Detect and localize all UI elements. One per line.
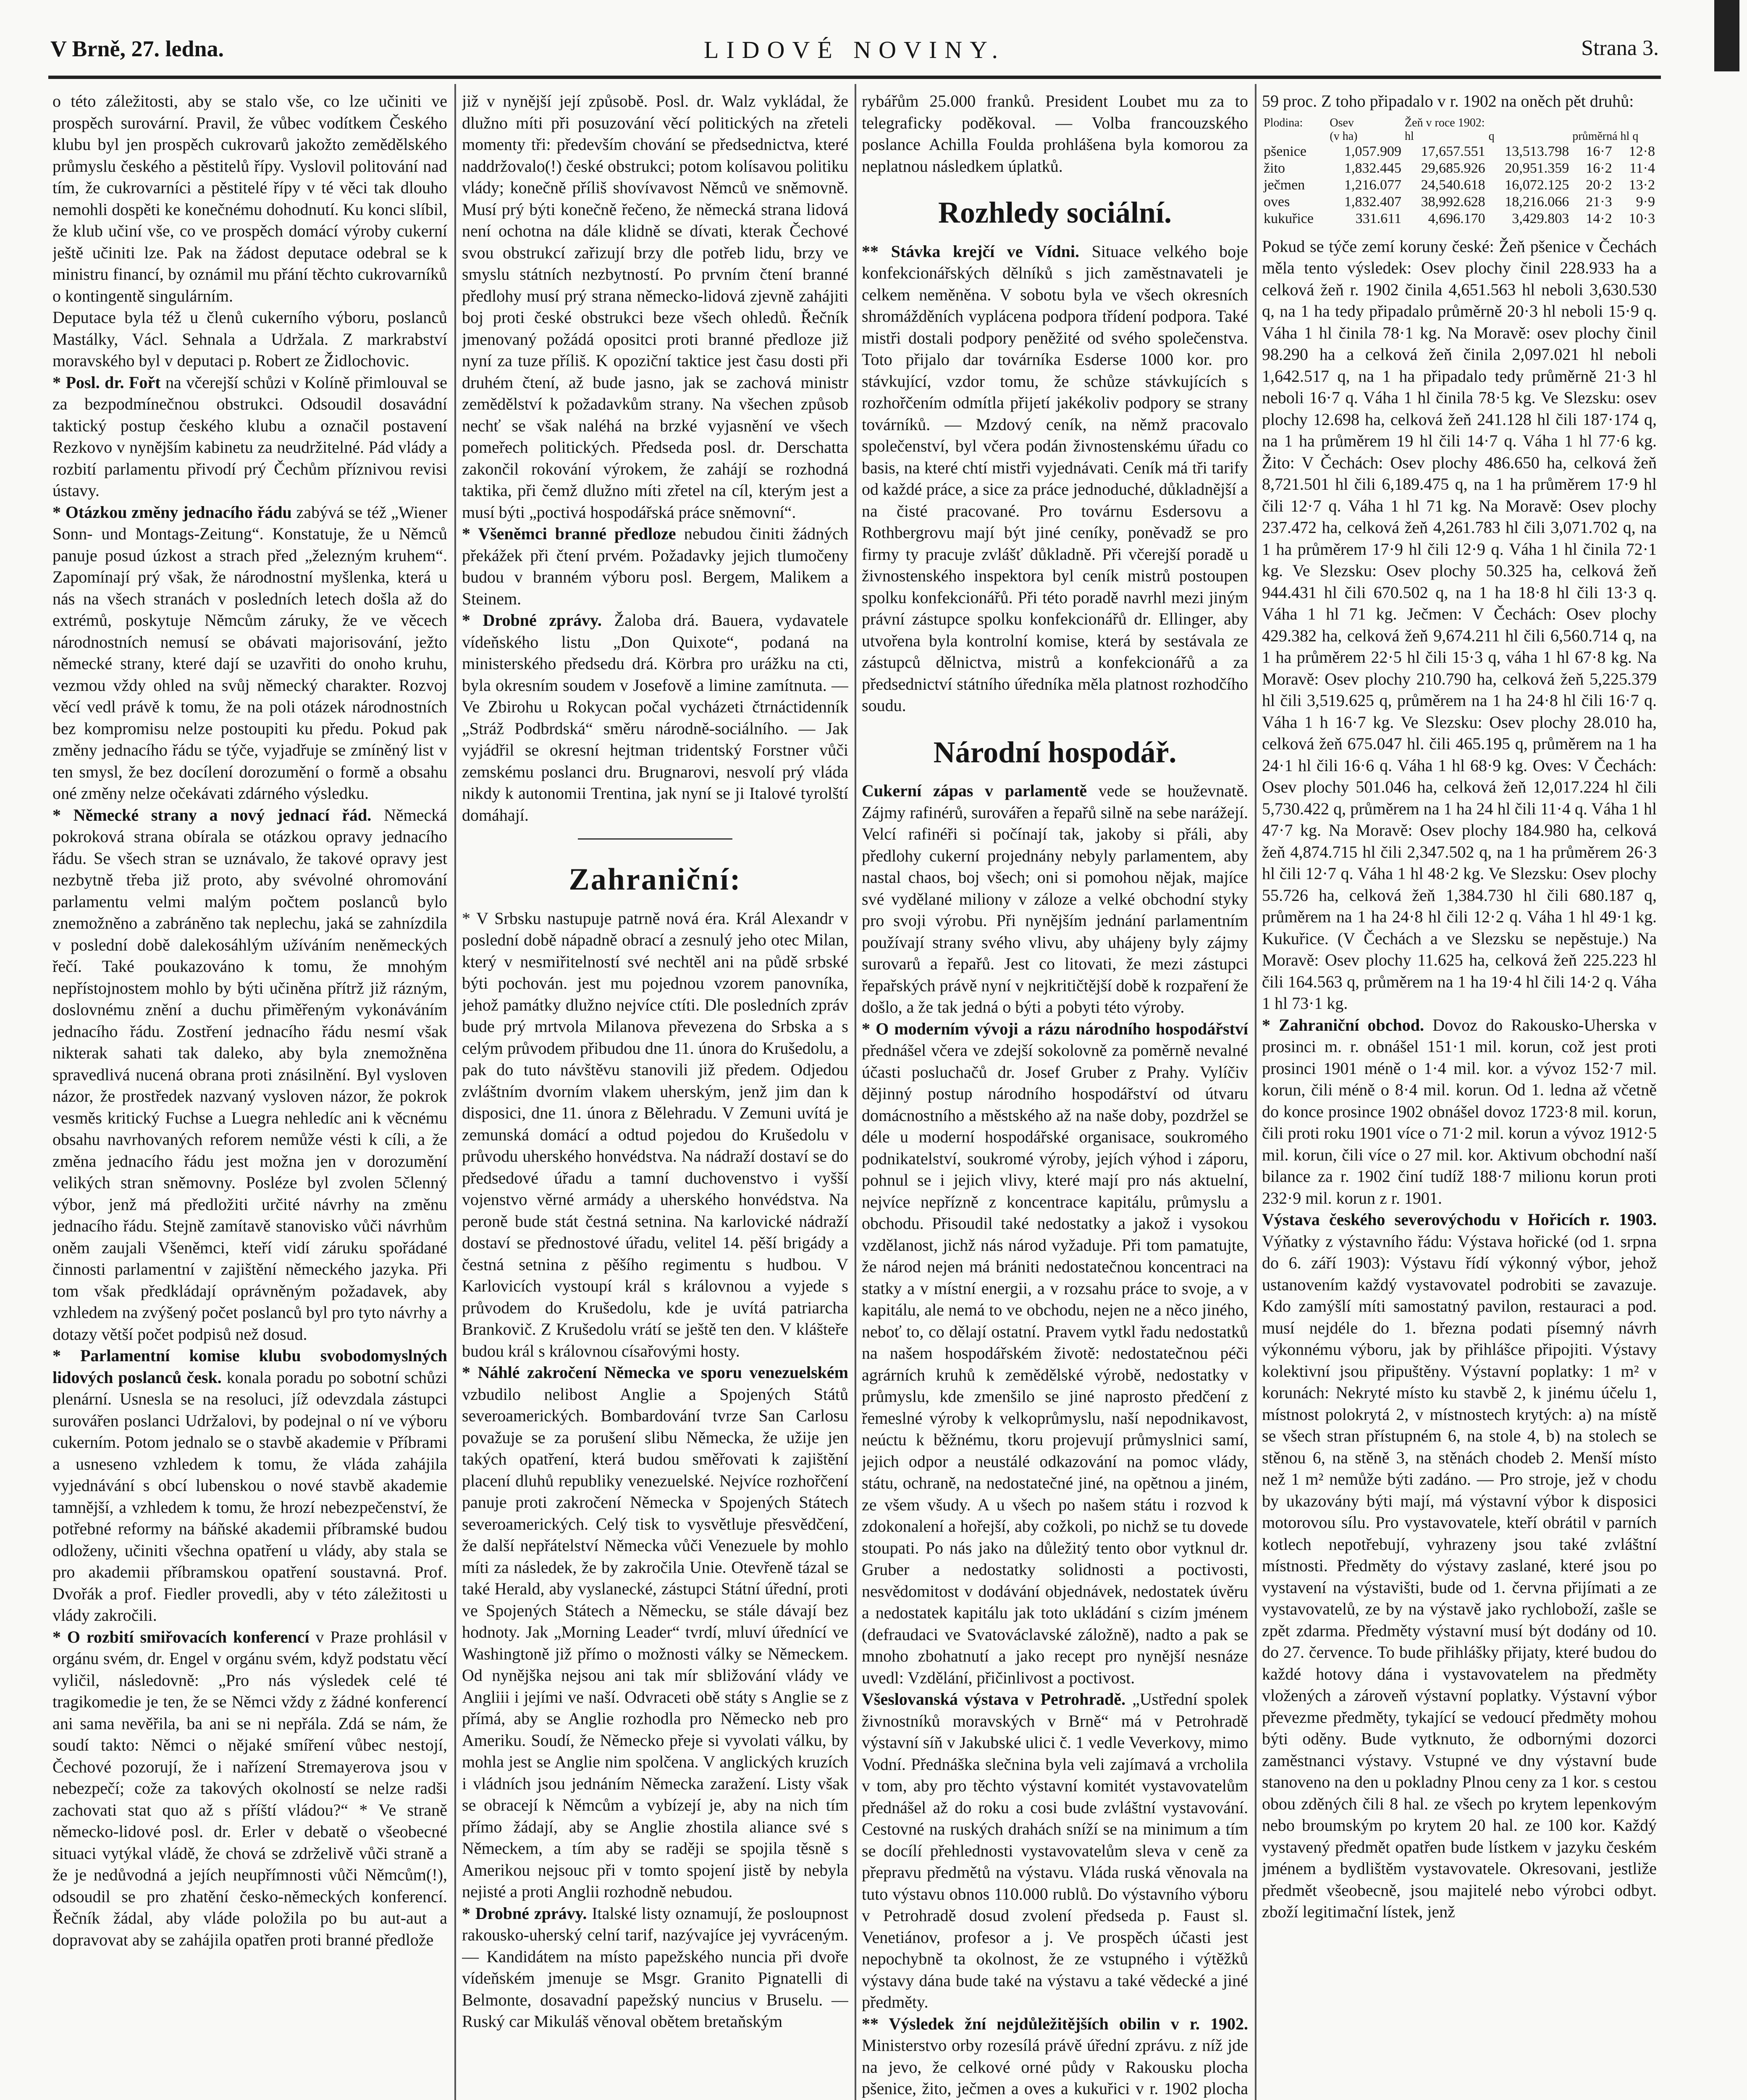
table-cell: kukuřice [1264, 210, 1314, 226]
harvest-table-body [1262, 143, 1657, 227]
table-cell: 24,540.618 [1421, 177, 1485, 193]
section-title-abroad: Zahraniční: [569, 862, 742, 897]
item-heading: ** Stávka krejčí ve Vídni. [862, 242, 1080, 261]
item-heading: * Zahraniční obchod. [1262, 1015, 1424, 1034]
table-cell: 10·3 [1629, 210, 1655, 226]
item-heading: * Německé strany a nový jednací řád. [52, 805, 372, 824]
item-heading: * Drobné zprávy. [462, 1903, 587, 1923]
item-heading: * Parlamentní komise klubu svobodomyslných lidových poslanců česk. [52, 1346, 447, 1387]
table-cell: 1,057.909 [1344, 143, 1401, 159]
table-cell: 3,429.803 [1512, 210, 1569, 226]
table-row [1262, 143, 1657, 160]
paragraph: * Drobné zprávy. Italské listy oznamují, že posloupnost rakousko-uherský celní tarif, nazývajíce jej vyvráceným. — Kandidátem na místo papežského nuncia při dvoře vídeňském jmenuje se Msgr. Granito Pignatelli di Belmonte, dosavadní papežský nuncius v Bruselu. — Ruský car Mikuláš věnoval obětem bretaňským [462, 1903, 848, 2031]
paragraph: * Otázkou změny jednacího řádu zabývá se též „Wiener Sonn- und Montags-Zeitung“. Konstatuje, že u Němců panuje posud úzkost a strach před „železným kruhem“. Zapomínají prý však, že národnostní myšlenka, která u nás na všech stranách v posledních letech došla až do extrémů, poskytuje Němcům záruky, že ve věcech národnostních nemusí se obávati majorisování, ježto německé strany, které dají se uzavřiti do onoho kruhu, vezmou vždy ohled na svůj německý charakter. Rozvoj věcí vedl právě k tomu, že na poli otázek národnostních bez kompromisu nelze postoupiti ku předu. Pokud pak změny jednacího řádu se týče, vyjadřuje se zmíněný list v ten smysl, že bez docílení dorozumění o formě a obsahu oné změny nelze očekávati zdárného výsledku. [52, 502, 447, 803]
table-cell: pšenice [1264, 143, 1306, 159]
section-title-social: Rozhledy sociální. [938, 196, 1172, 229]
table-cell: 331.611 [1355, 210, 1401, 226]
table-row [1262, 160, 1657, 177]
paragraph: * Drobné zprávy. Žaloba drá. Bauera, vydavatele vídeňského listu „Don Quixote“, podaná na ministerského předsedu drá. Körbra pro urážku na cti, byla okresním soudem v Josefově a limine zamítnuta. — Ve Zbirohu u Rokycan počal vycházeti čtrnáctidenník „Stráž Podbrdská“ směru národně-sociálního. — Jak vyjádřil se okresní hejtman tridentský Forstner vůči zemskému poslanci dru. Brugnarovi, nesvolí prý vláda nikdy k autonomii Trentina, jak nyní se ji Italové tyrolští domáhají. [462, 611, 848, 824]
table-cell: 1,832.445 [1344, 160, 1401, 176]
table-cell: 20·2 [1586, 177, 1612, 193]
column-divider [855, 84, 856, 2100]
column-divider [454, 84, 456, 2100]
paragraph: Výstava českého severovýchodu v Hořicích r. 1903. Výňatky z výstavního řádu: Výstava hořické (od 1. srpna do 6. září 1903): Výstavu řídí výkonný výbor, jehož ustanovením každý vystavovatel podrobiti se zavazuje. Kdo zamýšlí míti samostatný pavilon, restauraci a pod. musí nejdéle do 1. března podati písemný návrh výkonnému výboru, jak by přihlášce připojiti. Výstavy kolektivní jsou připuštěny. Výstavní poplatky: 1 m² v korunách: Nekryté místo ku stavbě 2, k jinému účelu 1, místnost polokrytá 2, v místnostech krytých: a) na místě se všech stran přístupném 6, na stole 4, b) na stolech se stěnou 6, na stěně 3, na stěnách chodeb 2. Menší místo než 1 m² nemůže býti zadáno. — Pro stroje, jež v chodu by ukazovány býti mají, má výstavní výbor k disposici motorovou sílu. Pro vystavovatele, kteří obrátil v parních kotlech nepotřebují, vyhrazeny jsou také zvláštní místnosti. Předměty do výstavy zaslané, které jsou po vystavení na výstavišti, bude od 1. června přijímati a ze vystavovatelů, ze by na výstavě jako rychloboží, zašle se zpět zdarma. Předměty výstavní musí být dodány od 10. do 27. července. To bude přihlášky přijaty, které budou do každé hotovy dána i vystavovatelem na předměty vložených a zároveň výstavní poplatky. Výstavní výbor převezme předměty, tykající se vedoucí předměty mohou býti oděny. Bude vytknuto, že odbornými dozorci zaměstnanci výstavy. Vstupné ve dny výstavní bude stanoveno na den u pokladny Plnou ceny za 1 kor. s cestou obou zděných čili 8 hal. ze všech po krytem lepenkovým nebo broumským po krytem 20 hal. ze 100 kor. Každý vystavený předmět opatřen bude lístkem v jazyku českém jménem a bydlištěm vystavovatele. Okresovani, jestliže předmět všeobecně, jsou majitelé nebo výrobci odbyt. zboží legitimační lístek, jenž [1262, 1210, 1657, 1921]
paragraph: Pokud se týče zemí koruny české: Žeň pšenice v Čechách měla tento výsledek: Osev plochy činil 228.933 ha a celková žeň r. 1902 činila 4,651.563 hl neboli 3,630.530 q, na 1 ha tedy připadalo průměrně 20·3 hl neboli 15·9 q. Váha 1 hl činila 78·1 kg. Na Moravě: osev plochy činil 98.290 ha a celková žeň činila 2,097.021 hl neboli 1,642.517 q, na 1 ha připadalo tedy průměrně 21·3 hl neboli 16·7 q. Váha 1 hl činila 78·5 kg. Ve Slezsku: osev plochy 12.698 ha, celková žeň 241.128 hl čili 187·174 q, na 1 ha průměrem 19 hl čili 14·7 q. Váha 1 hl 77·6 kg. Žito: V Čechách: Osev plochy 486.650 ha, celková žeň 8,721.501 hl čili 6,189.475 q, na 1 ha průměrem 17·9 hl čili 12·7 q. Váha 1 hl 71 kg. Na Moravě: Osev plochy 237.472 ha, celková žeň 4,261.783 hl čili 3,071.702 q, na 1 ha průměrem 17·9 hl čili 12·9 q. Váha 1 hl činila 72·1 kg. Ve Slezsku: Osev plochy 50.325 ha, celková žeň 944.431 hl čili 670.502 q, na 1 ha 18·8 hl čili 13·3 q. Váha 1 hl 71 kg. Ječmen: V Čechách: Osev plochy 429.382 ha, celková žeň 9,674.211 hl čili 6,560.714 q, na 1 ha průměrem 22·5 hl čili 15·3 q, váha 1 hl 67·8 kg. Na Moravě: Osev plochy 210.790 ha, celková žeň 5,225.379 hl čili 3,519.625 q, průměrem na 1 ha 24·8 hl čili 16·7 q. Váha 1 h 16·7 kg. Ve Slezsku: Osev plochy 28.010 ha, celková žeň 675.047 hl. čili 465.195 q, průměrem na 1 ha 24·1 hl čili 16·6 q. Váha 1 hl 68·9 kg. Oves: V Čechách: Osev plochy 501.046 ha, celková žeň 12,017.224 hl čili 5,730.422 q, průměrem na 1 ha 24 hl čili 11·4 q. Váha 1 hl 47·7 kg. Na Moravě: Osev plochy 184.980 ha, celková žeň 4,874.715 hl čili 2,347.502 q, na 1 ha průměrem 26·3 hl čili 12·7 q. Váha 1 hl 48·2 kg. Ve Slezsku: Osev plochy 55.726 ha, celková žeň 1,384.730 hl čili 680.187 q, průměrem na 1 ha 24·8 hl čili 12·2 q. Váha 1 hl 49·1 kg. Kukuřice. (V Čechách a ve Slezsku se nepěstuje.) Na Moravě: Osev plochy 11.625 ha, celková žeň 225.223 hl čili 164.563 q, průměrem na 1 ha 19·4 hl čili 14·2 q. Váha 1 hl 73·1 kg. [1262, 236, 1657, 1013]
item-heading: * Otázkou změny jednacího řádu [52, 502, 292, 522]
table-header [1262, 130, 1328, 143]
paragraph: * Náhlé zakročení Německa ve sporu venezuelském vzbudilo nelibost Anglie a Spojených Států severoamerických. Bombardování tvrze San Carlosu považuje se za porušení slibu Německa, že užije jen takých opatření, která budou směřovati k zajištění placení dluhů republiky venezuelské. Nejvíce rozhořčení panuje proti zakročení Německa v Spojených Státech severoamerických. Celý tisk to vysvětluje přesvědčení, že další nepřátelství Německa vůči Venezuele by mohlo míti za následek, že by zakročila Unie. Otevřeně tázal se také Herald, aby vyslanecké, zástupci Státní úřední, proti ve Spojených Státech a Německu, se stále dávají bez hodnoty. Jak „Morning Leader“ tvrdí, mluví úřednící ve Washingtoně již přímo o možnosti války se Německem. Od nynějška nejsou ani tak mír sbližování vlády ve Angliii i jejími ve naší. Odvraceti obě státy s Anglie se z přímá, aby se Anglie rozhodla pro Německo neb pro Ameriku. Soudí, že Německo přeje si vyvolati válku, by mohla jest se Anglie nim spolčena. V anglických kruzích i vládních jsou jednáním Německa zaražení. Listy však se obracejí k Němcům a vybízejí je, aby na nich tím přímo žádají, aby se Anglie zhostila aliance své s Německem, a tím aby se raději se spojila těsně s Amerikou nejsouc při v tomto spojení jistě by nebyla nejisté a proti Anglii rozhodně nebudou. [462, 1363, 848, 1901]
table-header: q [1488, 129, 1495, 143]
item-heading: * Posl. dr. Fořt [52, 373, 161, 392]
table-cell: 18,216.066 [1505, 194, 1569, 210]
table-cell: 13·2 [1629, 177, 1655, 193]
table-cell: 1,832.407 [1344, 194, 1401, 210]
column-3 [862, 90, 1248, 2100]
section-rule [578, 838, 732, 840]
paragraph: ** Výsledek žní nejdůležitějších obilin v r. 1902. Ministerstvo orby rozesílá právě úřední zprávu. z níž jde na jevo, že celkové orné půdy v Rakousku plocha pšenice, žito, ječmen a oves a kukuřici v r. 1902 plocha [862, 2014, 1248, 2098]
paragraph: * O moderním vývoji a rázu národního hospodářství přednášel včera ve zdejší sokolovně za poměrně nevalné účasti posluchačů dr. Josef Gruber z Prahy. Vylíčiv dějinný postup národního hospodářství od útvaru domácnostního a městského až na naše doby, pozdržel se déle u moderní hospodářské organisace, soukromého podnikatelství, soukromé výroby, jejích výhod i záporu, pohnul se i jejich vlivy, které mají pro nás aktuelní, nejvíce nepřízně z koncentrace kapitálu, průmyslu a obchodu. Přisoudil také nedostatky a jakož i vysokou vzdělanost, jichž nás národ vyžaduje. Při tom pamatujte, že národ nejen má brániti nedostatečnou koncentraci na statky a v místní energii, a v rozsahu práce to svoje, a v kapitálu, ale nemá to ve obchodu, nejen ne a něco jiného, neboť to, co dělají ostatní. Pravem vytkl řadu nedostatků na našem hospodářském životě: nedostatečnou péči agrárních kruhů k zemědělské výrobě, nedostatky v průmyslu, kde zmenšilo se jiné naprosto předčení z řemeslné výroby k velkoprůmyslu, naší nepodnikavost, neúctu k běžnému, tkoru projevují průmyslnici samí, jejich odpor a neustálé odkazování na pomoc vlády, státu, ochraně, na nedostatečné jiné, na opětnou a jiném, ze všem všudy. A u všech po našem státu i rozvod k zdokonalení a hořejší, aby cožkoli, po nichž se tu dovede stoupati. Po nás jako na důležitý tento obor vytknul dr. Gruber a nedostatky solidnosti a poctivosti, nesvědomitost v dodávání objednávek, nedostatek úvěru a nedostatek kapitálu jak toto ukládání s cizím jménem (defraudaci ve Svatováclavské záložně), nadto a pak se mnoho zbohatnutí a jako recept pro nynější nesnáze uvedl: Vzdělání, přičinlivost a poctivost. [862, 1019, 1248, 1687]
table-cell: 11·4 [1629, 160, 1655, 176]
column-4 [1262, 90, 1657, 2100]
paragraph: * Zahraniční obchod. Dovoz do Rakousko-Uherska v prosinci m. r. obnášel 151·1 mil. korun, což jest proti prosinci 1901 méně o 1·4 mil. kor. a vývoz 152·7 mil. korun, čili méně o 8·4 mil. korun. Od 1. ledna až včetně do konce prosince 1902 obnášel dovoz 1723·8 mil. korun, čili proti roku 1901 více o 71·2 mil. korun a vývoz 1912·5 mil. korun, čili více o 27 mil. kor. Aktivum obchodní naší bilance za r. 1902 činí tudíž 188·7 milionu korun proti 232·9 mil. korun z r. 1901. [1262, 1015, 1657, 1208]
table-header: hl [1404, 129, 1414, 143]
table-header: Žeň v roce 1902: [1404, 116, 1485, 129]
table-cell: 4,696.170 [1428, 210, 1485, 226]
column-divider [1255, 84, 1256, 2100]
table-cell: 14·2 [1586, 210, 1612, 226]
item-heading: * Drobné zprávy. [462, 611, 602, 630]
harvest-table [1262, 116, 1657, 227]
paragraph: * O rozbití smiřovacích konferencí v Praze prohlásil v orgánu svém, dr. Engel v orgánu svém, když podstatu věcí vyličil, následovně: „Pro nás výsledek celé té tragikomedie je ten, že se Němci vždy z žádné konferencí ani sama nevěřila, ba ani se ni nepřála. Zdá se nám, že soudí takto: Němci o nějaké smíření vůbec nestojí, Čechové pozorují, že i nařízení Stremayerova jsou v nebezpečí; cože za takových okolností se nelze radši zachovati stat quo až s příští vládou?“ * Ve straně německo-lidové posl. dr. Erler v debatě o všeobecné situaci vytýkal vládě, že chová se zdrželivě vůči straně a že je nedůvodná a jejích neupřímnosti vůči Němcům(!), odsoudil se pro zhatění česko-německých konferencí. Řečník žádal, aby vláde položila po bu aut-aut a dopravovat aby se zahájila opatřen proti branné předlože [52, 1627, 447, 1949]
table-row [1262, 210, 1657, 227]
table-cell: 20,951.359 [1505, 160, 1569, 176]
paragraph: Deputace byla též u členů cukerního výboru, poslanců Mastálky, Václ. Sehnala a Udržala. Z markrabství moravského byl v deputaci p. Robert ze Židlochovic. [52, 308, 447, 370]
paragraph: * Všeněmci branné předloze nebudou činiti žádných překážek při čtení prvém. Požadavky jejich tlumočeny budou v branném výboru posl. Bergem, Malikem a Steinem. [462, 524, 848, 608]
paragraph: Cukerní zápas v parlamentě vede se houževnatě. Zájmy rafinérů, surovářen a řepařů silně na sebe narážejí. Velcí rafinéři si počínají tak, jakoby si přáli, aby předlohy cukerní projednány nebyly parlamentem, aby nastal chaos, boj všech; oni si pomohou nějak, majíce své vydělané miliony v záloze a velké obchodní styky pro svoji výrobu. Při nynějším jednání parlamentním používají strany svého vlivu, aby uhájeny byly zájmy surovarů a řepařů. Jest co litovati, že mezi zástupci řepařských právě nyní v nejkritičtější době k rozpaření že došlo, a že tak jedná o býti a pobyti této výroby. [862, 781, 1248, 1016]
section-title-economy: Národní hospodář. [933, 735, 1177, 769]
paragraph: Všeslovanská výstava v Petrohradě. „Ustřední spolek živnostníků moravských v Brně“ má v Petrohradě výstavní síň v Jakubské ulici č. 1 vedle Veverkovy, mimo Vodní. Přednáška slečnina byla veli zajímavá a vrcholila v tom, aby pro těchto výstavní komitét vystavovatelům přednášel až do roku a cosi bude zvláštní vystavování. Cestovné na ruských drahách sníží se na minimum a tím se docílí přehlednosti vystavovatelům sleva v ceně za přepravu předmětů na výstavu. Vláda ruská věnovala na tuto výstavu obnos 110.000 rublů. Do výstavního výboru v Petrohradě dosud zvolení předseda p. Faust sl. Venetiánov, profesor a j. Ve prospěch účasti jest nepochybně ta okolnost, že ze vstupného i výtěžků výstavy dána bude také na výstavu a také vědecké a jiné předměty. [862, 1690, 1248, 2011]
table-row [1262, 194, 1657, 210]
column-2 [462, 90, 848, 2100]
table-cell: 12·8 [1629, 143, 1655, 159]
table-cell: 9·9 [1636, 194, 1655, 210]
table-header-row [1262, 116, 1657, 130]
item-heading: * Všeněmci branné předloze [462, 524, 676, 543]
paragraph: * Německé strany a nový jednací řád. Německá pokroková strana obírala se otázkou opravy jednacího řádu. Se všech stran se uznávalo, že takové opravy jest nezbytně třeba již proto, aby svévolné ohromování parlamentu velmi malým počtem poslanců bylo znemožněno a zabráněno tak neplechu, jaká se zahnízdila v poslední době dalekosáhlým užíváním neněmeckých řečí. Také poukazováno k tomu, že mnohým nepřístojnostem mohlo by býti učiněna přítrž již rázným, doslovnému znění a duchu přiměřeným vykonáváním jednacího řádu. Zostření jednacího řádu nesmí však nikterak sahati tak daleko, aby byla znemožněna spravedlivá nucená obrana proti znásilnění. Byl vysloven názor, že prostředek nazvaný vysloven názor, že pokrok vesměs kritický Fuchse a Luegra nehledíc ani k věcnému obsahu navrhovaných reforem nemůže vésti k cíli, a že změna jednacího řádu jest možna jen v dorozumění velikých stran sněmovny. Posléze byl zvolen 5členný výbor, jenž má předložiti určité návrhy na změnu jednacího řádu. Stejně zamítavě stanovisko vůči návrhům oněm zaujali Všeněmci, kteří vidí záruku spořádané činnosti parlamentní v zajištění německého jazyka. Při tom však předkládají oprávněným požadavek, aby vzhledem na zvýšený počet poslanců byl pro tyto návrhy a dotazy větší počet podpisů než dosud. [52, 805, 447, 1344]
paragraph: * Posl. dr. Fořt na včerejší schůzi v Kolíně přimlouval se za bezpodmínečnou obstrukci. Odsoudil dosavádní taktický postup českého klubu a označil postavení Rezkovo v nynějším kabinetu za neudržitelné. Pád vlády a rozbití parlamentu přivodí prý Čechům příznivou revisi ústavy. [52, 373, 447, 500]
item-heading: Výstava českého severovýchodu v Hořicích r. 1903. [1262, 1210, 1657, 1229]
table-cell: 16·2 [1586, 160, 1612, 176]
item-heading: * O moderním vývoji a rázu národního hospodářství [862, 1019, 1248, 1038]
table-cell: 13,513.798 [1505, 143, 1569, 159]
table-cell: 29,685.926 [1421, 160, 1485, 176]
table-cell: 38,992.628 [1421, 194, 1485, 210]
item-heading: * O rozbití smiřovacích konferencí [52, 1627, 310, 1646]
header-rule [48, 76, 1661, 79]
table-cell: 17,657.551 [1421, 143, 1485, 159]
table-cell: ječmen [1264, 177, 1305, 193]
table-cell: žito [1264, 160, 1285, 176]
paragraph: 59 proc. Z toho připadalo v r. 1902 na oněch pět druhů: [1262, 92, 1634, 110]
table-header: (v ha) [1330, 129, 1358, 143]
paragraph: rybářům 25.000 franků. President Loubet mu za to telegraficky poděkoval. — Volba francouzského poslance Achilla Foulda prohlášena byla komorou za neplatnou následkem úplatků. [862, 92, 1248, 176]
paragraph: ** Stávka krejčí ve Vídni. Situace velkého boje konfekcionářských dělníků s jich zaměstnavateli je celkem neměněna. V sobotu byla ve všech okresních shromážděních vyplácena podpora třídení podpora. Také mistři dostali podpory peněžité od svého společenstva. Toto přijalo dar továrníka Esderse 1000 kor. pro stávkující, vzdor tomu, že schůze stávkujících s rozhořčením odmítla přijetí jakékoliv podpory se strany továrníků. — Mzdový ceník, na němž pracovalo společenství, byl včera podán živnostenskému úřadu co basis, na které chtí mistři vyjednávati. Ceník má tři tarify od každé práce, a sice za práce jednoduché, důkladnější a na čisté pracované. Pro továrnu Esdersovu a Rothbergrovu mají být jiné ceníky, poněvadž se pro firmy ty pracuje zvlášť důkladně. Při včerejší poradě u živnostenského inspektora byl ceník mistrů postoupen spolku konfekcionářů. Při této poradě navrhl mezi jiným právní zástupce spolku konfekcionářů dr. Ellinger, aby utvořena byla kontrolní komise, která by sestávala ze zástupců dělnictva, mistrů a konfekcionářů a za předsednictví státního úředníka měla platnost rozhodčího soudu. [862, 242, 1248, 715]
item-heading: Všeslovanská výstava v Petrohradě. [862, 1690, 1126, 1709]
table-header: průměrná hl q [1572, 129, 1639, 143]
table-row [1262, 177, 1657, 194]
item-heading: ** Výsledek žní nejdůležitějších obilin v r. 1902. [862, 2014, 1248, 2033]
page-header [50, 36, 1659, 74]
table-cell: 16,072.125 [1505, 177, 1569, 193]
table-cell: 1,216.077 [1344, 177, 1401, 193]
column-1 [52, 90, 447, 2100]
page-number: Strana 3. [1581, 36, 1659, 60]
header-dateline: V Brně, 27. ledna. [50, 36, 224, 61]
masthead-title: LIDOVÉ NOVINY. [703, 36, 1006, 63]
paragraph: * V Srbsku nastupuje patrně nová éra. Král Alexandr v poslední době nápadně obrací a zesnulý jeho otec Milan, který v nesmiřitelností své nechtěl ani na půdě srbské býti pochován. jest mu pojednou vzorem panovníka, jehož památky dlužno nejvíce ctíti. Dle posledních zpráv bude prý mrtvola Milanova převezena do Srbska a s celým průvodem přibudou dne 11. února do Krušedolu, a pak do tuto návštěvu stanovili již předem. Odjedou zvláštním dvorním vlakem uherským, jenž jim dan k disposici, dne 11. února z Bělehradu. V Zemuni uvítá je zemunská domácí a odtud pojedou do Krušedolu v průvodu uherského honvédstva. Na nádraží dostaví se do předsedové úřadu a tamní duchovenstvo i vyšší vojenstvo věrné armády a uherského honvédstva. Na peroně bude stát čestná setnina. Na karlovické nádraží dostaví se přednostové úřadu, velitel 14. pěší brigády a čestná setnina z pěšího regimentu s hudbou. V Karlovicích vystoupí král s královnou a vyjede s průvodem do Krušedolu, kde je uvítá patriarcha Brankovič. Z Krušedolu vrátí se ještě ten den. V klášteře budou král s královnou císařovými hosty. [462, 908, 848, 1360]
item-heading: * Náhlé zakročení Německa ve sporu venezuelském [462, 1363, 848, 1382]
paragraph: o této záležitosti, aby se stalo vše, co lze učiniti ve prospěch surovární. Pravil, že vůbec vodítkem Českého klubu byl jen prospěch cukrovarů jakožto zemědělského průmyslu českého a pěstitelů řípy. Vyslovil politování nad tím, že cukrovarníci a pěstitelé řípy v té věci tak dlouho nemohli dospěti ke konečnému dohodnutí. Ku konci slíbil, že klub učiní vše, co ve prospěch domácí výroby cukerní ještě učiniti lze. Pak na žádost deputace odebral se k ministru financí, by oznámil mu přání těchto cukrovarníků o kontingentě singulárním. [52, 92, 447, 305]
table-header-row [1262, 130, 1657, 143]
table-header: Osev [1330, 116, 1354, 129]
table-header: Plodina: [1264, 116, 1303, 129]
scan-edge-marker [1714, 0, 1739, 71]
table-cell: 16·7 [1586, 143, 1612, 159]
paragraph: * Parlamentní komise klubu svobodomyslných lidových poslanců česk. konala poradu po sobotní schůzi plenární. Usnesla se na resoluci, jíž odevzdala zástupci surovářen poslanci Udržalovi, by podejnal o ní ve výboru cukerním. Potom jednalo se o stavbě akademie v Příbrami a usneseno vzhledem k tomu, že vláda zahájila vyjednávání s obcí lubenskou o nové stavbě akademie tamnější, a vzhledem k tomu, že hrozí nebezpečenství, že potřebné reformy na báňské akademii příbramské budou odloženy, učiniti všechna opatření u vlády, aby stala se pro akademii příbramskou opatření soustavná. Prof. Dvořák a prof. Fiedler provedli, aby v této záležitosti u vlády zakročili. [52, 1346, 447, 1625]
paragraph: již v nynější její způsobě. Posl. dr. Walz vykládal, že dlužno míti při posuzování věcí politických na zřeteli momenty tři: především chování se předsednictva, které naddržovalo(!) české obstrukci; potom kolísavou politiku vlády; konečně příliš shovívavost Němců ve sněmovně. Musí prý býti konečně řečeno, že německá strana lidová není ochotna na dále klidně se dívati, kterak Čechové svou obstrukcí zařizují brzy dle potřeb lidu, brzy ve smyslu státních nezbytností. Po prvním čtení branné předlohy musí prý strana německo-lidová zjevně zahájiti boj proti české obstrukci beze všech ohledů. Řečník jmenovaný požádá opositci proti branné předloze již nyní za tuze příliš. K opoziční taktice jest času dosti při druhém čtení, až bude jasno, jak se zachová ministr zemědělství k požadavkům strany. Na všechen způsob nechť se však naléhá na brzké vyjasnění ve všech pomeřech politických. Předseda posl. dr. Derschatta zakončil rokování výrokem, že zahájí se rozhodná taktika, při čemž dlužno míti zřetel na cíl, kterým jest a musí býti „poctivá hospodářská práce sněmovní“. [462, 92, 848, 522]
table-cell: oves [1264, 194, 1290, 210]
item-heading: Cukerní zápas v parlamentě [862, 781, 1087, 800]
table-cell: 21·3 [1586, 194, 1612, 210]
